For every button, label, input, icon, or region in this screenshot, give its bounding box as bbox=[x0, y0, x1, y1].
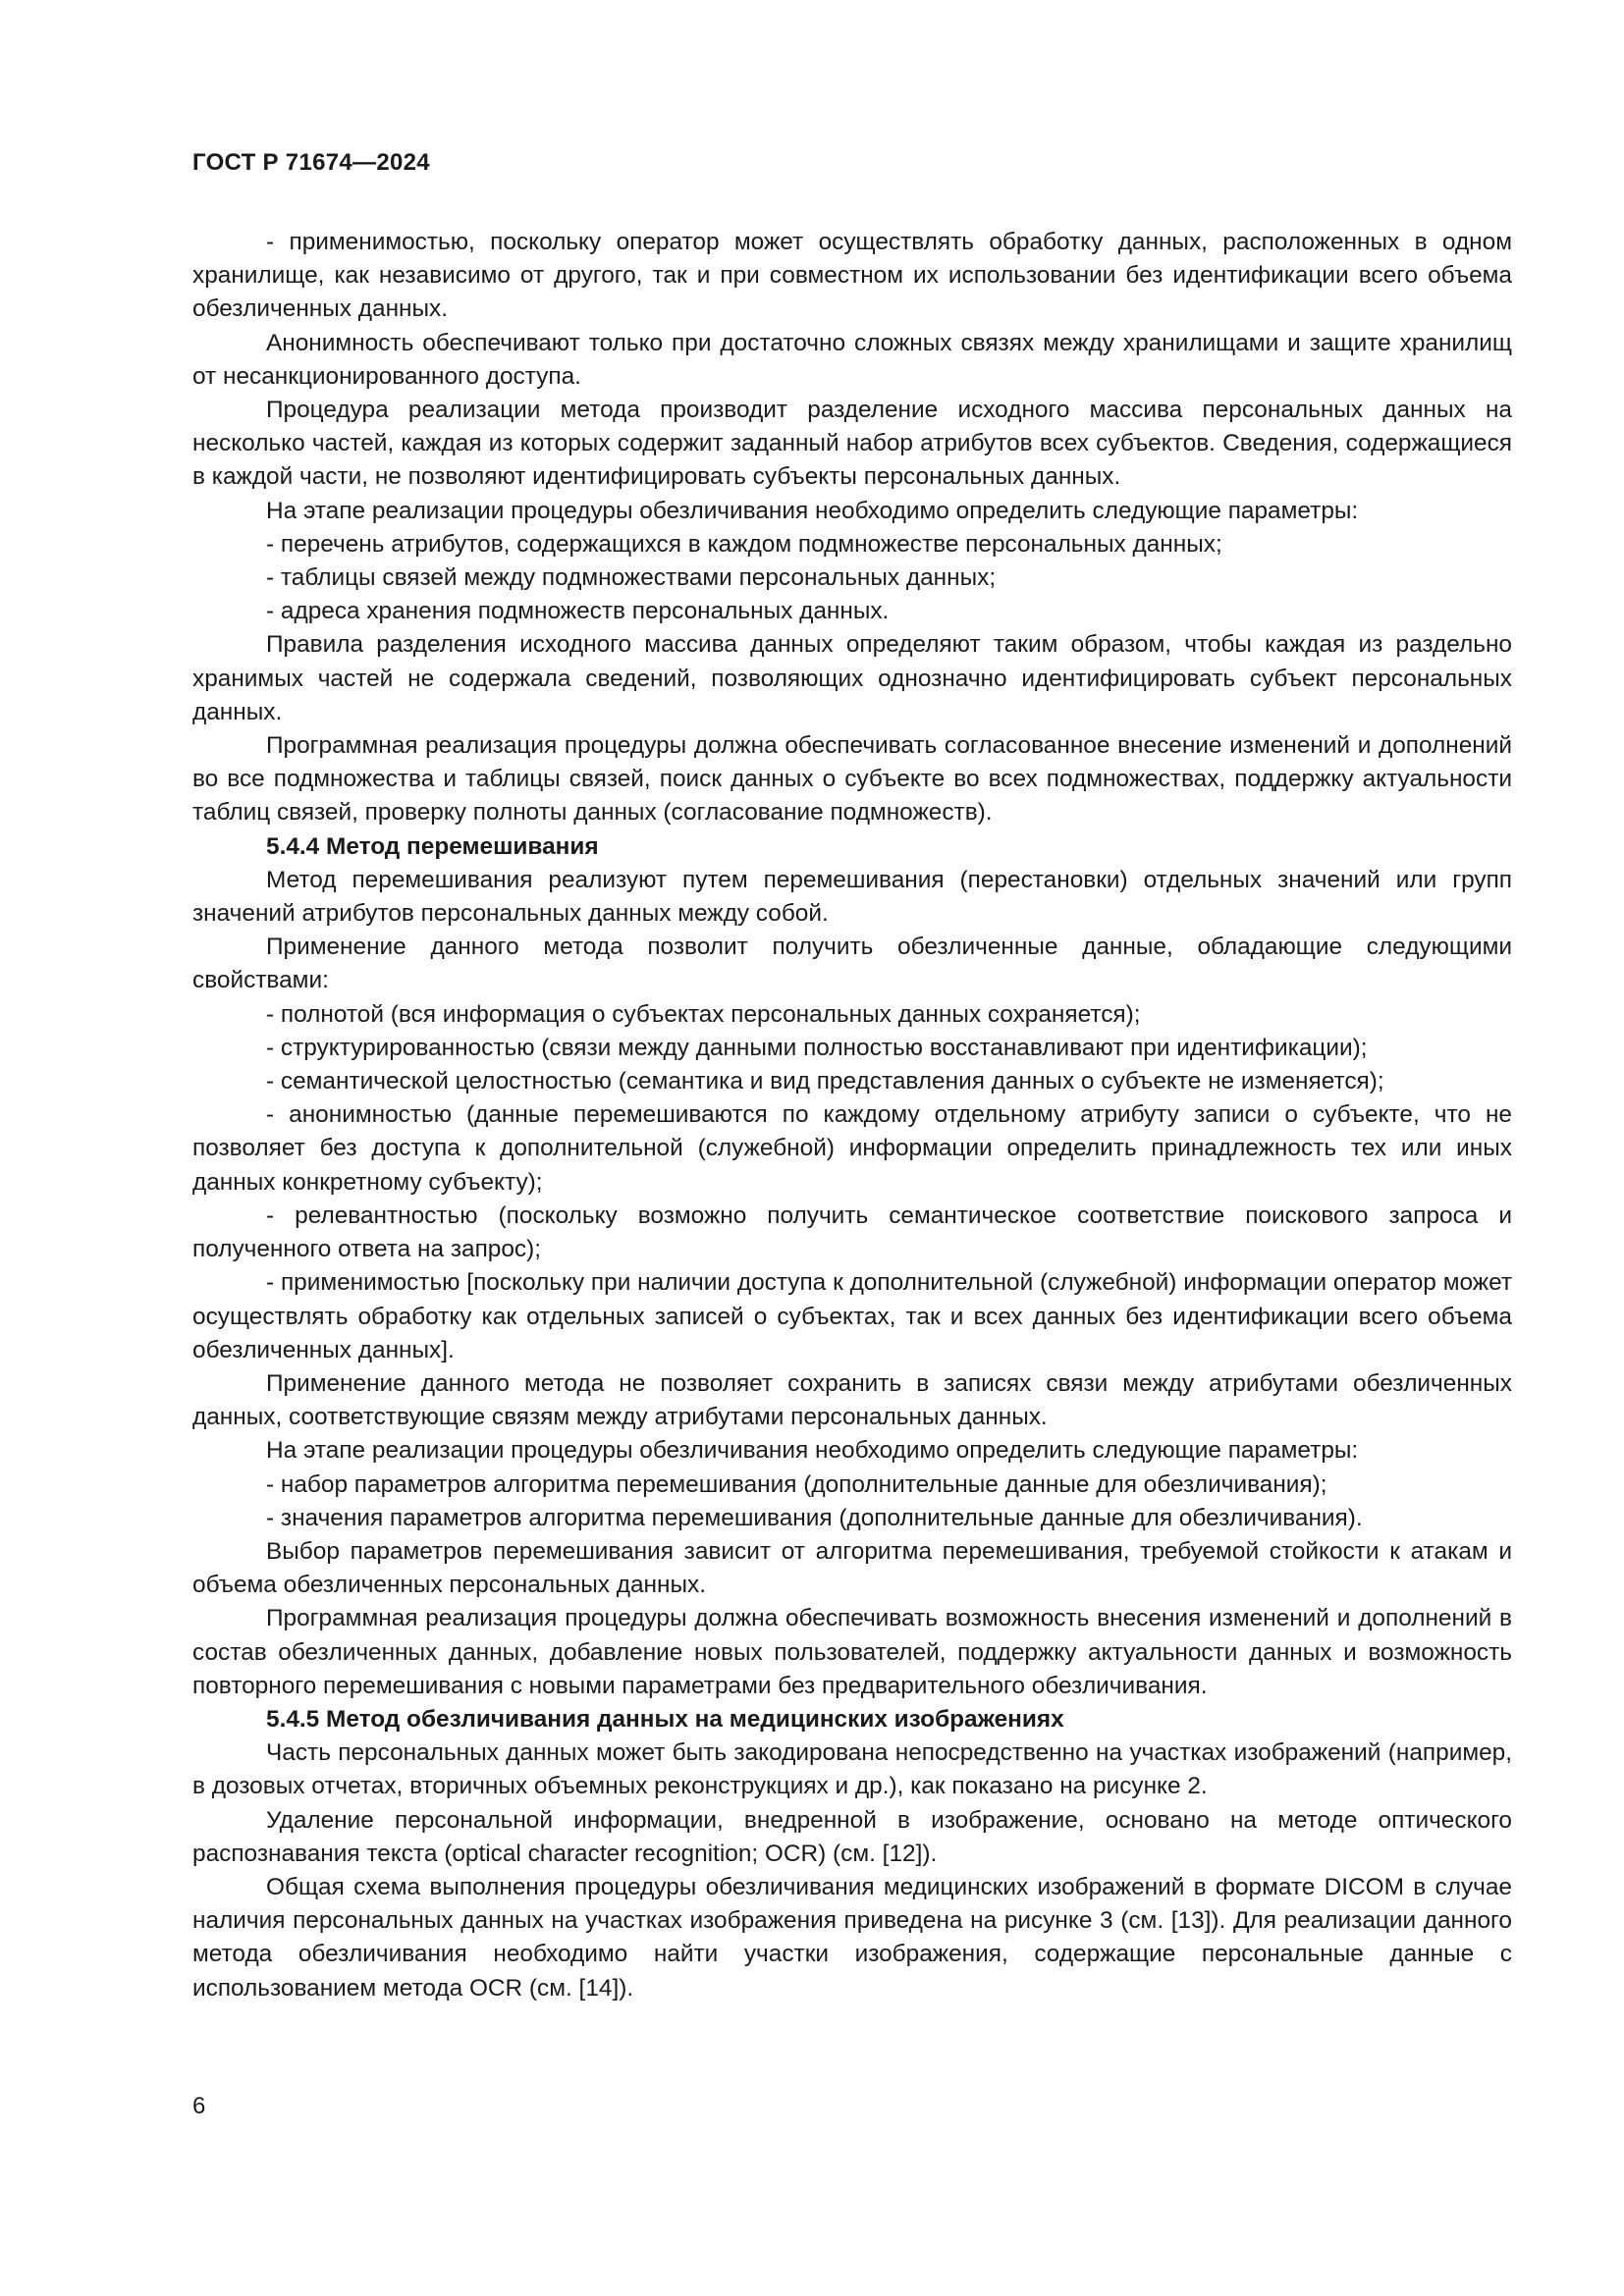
paragraph: На этапе реализации процедуры обезличивания необходимо определить следующие параметры: bbox=[266, 1437, 1359, 1465]
list-item: - перечень атрибутов, содержащихся в каждом подмножестве персональных данных; bbox=[266, 530, 1222, 558]
list-item: - таблицы связей между подмножествами персональных данных; bbox=[266, 564, 997, 592]
list-item: - анонимностью (данные перемешиваются по каждому отдельному атрибуту записи о субъекте, что не позволяет без доступа к дополнительной (служебной) информации определить принадлежность тех или иных данных конкретному субъекту); bbox=[192, 1101, 1512, 1196]
list-item: - адреса хранения подмножеств персональных данных. bbox=[266, 598, 890, 625]
list-item: - структурированностью (связи между данными полностью восстанавливают при идентификации); bbox=[266, 1034, 1368, 1061]
paragraph: Применение данного метода позволит получить обезличенные данные, обладающие следующими свойствами: bbox=[192, 934, 1512, 994]
paragraph: На этапе реализации процедуры обезличивания необходимо определить следующие параметры: bbox=[266, 497, 1359, 524]
paragraph: Программная реализация процедуры должна обеспечивать возможность внесения изменений и дополнений в состав обезличенных данных, добавление новых пользователей, поддержку актуальности данных и возможность повторного перемешивания с новыми параметрами без предварительного обезличивания. bbox=[192, 1605, 1512, 1699]
page-number: 6 bbox=[192, 2093, 206, 2119]
paragraph: Выбор параметров перемешивания зависит от алгоритма перемешивания, требуемой стойкости к атакам и объема обезличенных персональных данных. bbox=[192, 1537, 1512, 1599]
list-item: - применимостью [поскольку при наличии доступа к дополнительной (служебной) информации оператор может осуществлять обработку как отдельных записей о субъектах, так и всех данных без идентификации всего объема обезличенных данных]. bbox=[192, 1269, 1512, 1363]
list-item: - релевантностью (поскольку возможно получить семантическое соответствие поискового запроса и полученного ответа на запрос); bbox=[192, 1201, 1512, 1263]
section-heading: 5.4.4 Метод перемешивания bbox=[266, 832, 599, 860]
page-body bbox=[192, 226, 1512, 2005]
document-header: ГОСТ Р 71674—2024 bbox=[192, 149, 430, 176]
list-item: - семантической целостностью (семантика и вид представления данных о субъекте не изменяется); bbox=[266, 1068, 1384, 1095]
paragraph: Общая схема выполнения процедуры обезличивания медицинских изображений в формате DICOM в случае наличия персональных данных на участках изображения приведена на рисунке 3 (см. [13]). Для реализации данного метода обезличивания необходимо найти участки изображения, содержащие персональные данные с использованием метода OCR (см. [14]). bbox=[192, 1873, 1512, 2002]
list-item: - набор параметров алгоритма перемешивания (дополнительные данные для обезличивания); bbox=[266, 1470, 1327, 1498]
section-heading: 5.4.5 Метод обезличивания данных на медицинских изображениях bbox=[266, 1705, 1064, 1733]
paragraph: Процедура реализации метода производит разделение исходного массива персональных данных на несколько частей, каждая из которых содержит заданный набор атрибутов всех субъектов. Сведения, содержащиеся в каждой части, не позволяют идентифицировать субъекты персональных данных. bbox=[192, 397, 1512, 491]
paragraph: Метод перемешивания реализуют путем перемешивания (перестановки) отдельных значений или групп значений атрибутов персональных данных между собой. bbox=[192, 866, 1512, 928]
paragraph: Правила разделения исходного массива данных определяют таким образом, чтобы каждая из раздельно хранимых частей не содержала сведений, позволяющих однозначно идентифицировать субъект персональных данных. bbox=[192, 631, 1512, 725]
paragraph: Программная реализация процедуры должна обеспечивать согласованное внесение изменений и дополнений во все подмножества и таблицы связей, поиск данных о субъекте во всех подмножествах, поддержку актуальности таблиц связей, проверку полноты данных (согласование подмножеств). bbox=[192, 732, 1512, 827]
paragraph: Удаление персональной информации, внедренной в изображение, основано на методе оптического распознавания текста (optical character recognition; OCR) (см. [12]). bbox=[192, 1806, 1512, 1867]
paragraph: Анонимность обеспечивают только при достаточно сложных связях между хранилищами и защите хранилищ от несанкционированного доступа. bbox=[192, 329, 1512, 390]
list-item: - применимостью, поскольку оператор может осуществлять обработку данных, расположенных в одном хранилище, как независимо от другого, так и при совместном их использовании без идентификации всего объема обезличенных данных. bbox=[192, 229, 1512, 323]
list-item: - значения параметров алгоритма перемешивания (дополнительные данные для обезличивания). bbox=[266, 1504, 1363, 1531]
list-item: - полнотой (вся информация о субъектах персональных данных сохраняется); bbox=[266, 1000, 1141, 1028]
paragraph: Часть персональных данных может быть закодирована непосредственно на участках изображений (например, в дозовых отчетах, вторичных объемных реконструкциях и др.), как показано на рисунке 2. bbox=[192, 1739, 1512, 1800]
paragraph: Применение данного метода не позволяет сохранить в записях связи между атрибутами обезличенных данных, соответствующие связям между атрибутами персональных данных. bbox=[192, 1369, 1512, 1431]
